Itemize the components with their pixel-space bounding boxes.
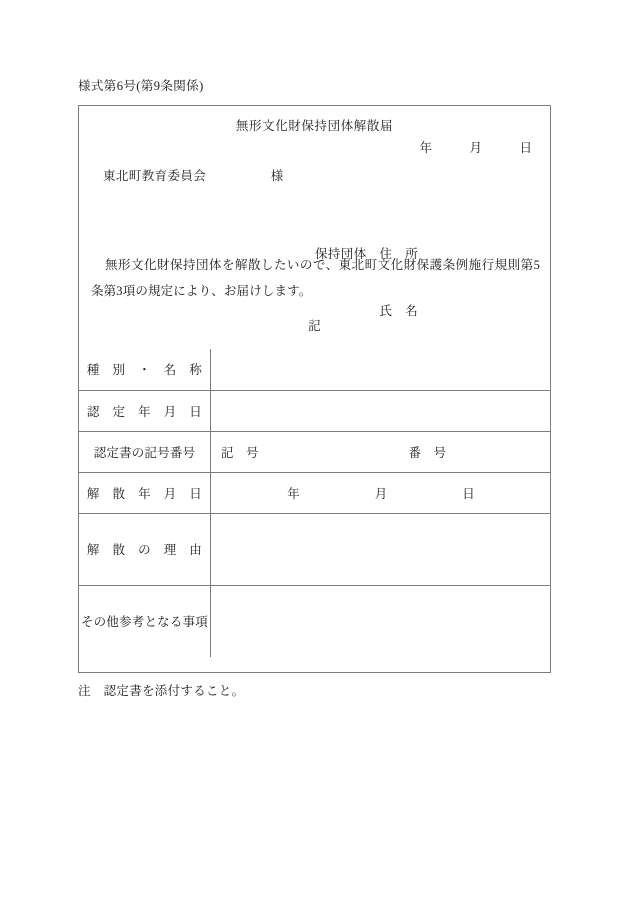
row-label-type-name [79,349,211,390]
footnote-text: 注 認定書を添付すること。 [78,684,245,698]
details-table [79,349,551,657]
table-row [79,585,551,657]
row-value-dissolution-date[interactable] [211,472,552,513]
label-text: 解 散 の 理 由 [86,543,203,557]
row-label-certification-date [79,390,211,431]
value-text: 年 月 日 [287,486,475,501]
row-label-dissolution-date [79,472,211,513]
label-text: 認定書の記号番号 [93,445,196,460]
label-text: その他参考となる事項 [80,615,208,630]
form-outer-box [78,105,551,673]
value-text: 記 号 番 号 [221,445,447,460]
declaration-body-text: 無形文化財保持団体を解散したいので、東北町文化財保護条例施行規則第5条第3項の規定により、お届けします。 [91,258,540,298]
applicant-address-line: 保持団体 住 所 [315,247,419,261]
document-title: 無形文化財保持団体解散届 [235,119,394,133]
row-label-dissolution-reason [79,513,211,585]
row-label-certificate-number [79,431,211,472]
row-value-type-name[interactable] [211,349,552,390]
row-value-dissolution-reason[interactable] [211,513,552,585]
form-header-section [79,106,550,349]
table-row [79,431,551,472]
addressee-line: 東北町教育委員会 様 [103,169,284,183]
table-row [79,513,551,585]
submission-date-line: 年 月 日 [419,141,532,155]
ki-marker: 記 [308,319,321,333]
table-row [79,349,551,390]
label-text: 種 別 ・ 名 称 [86,363,203,378]
label-text: 認 定 年 月 日 [86,404,203,419]
label-text: 解 散 年 月 日 [86,486,203,501]
row-label-other-notes [79,585,211,657]
row-value-other-notes[interactable] [211,585,552,657]
row-value-certificate-number[interactable] [211,431,552,472]
row-value-certification-date[interactable] [211,390,552,431]
table-row [79,390,551,431]
form-number-label: 様式第6号(第9条関係) [78,79,204,93]
table-row [79,472,551,513]
applicant-name-line: 氏 名 [315,304,419,318]
